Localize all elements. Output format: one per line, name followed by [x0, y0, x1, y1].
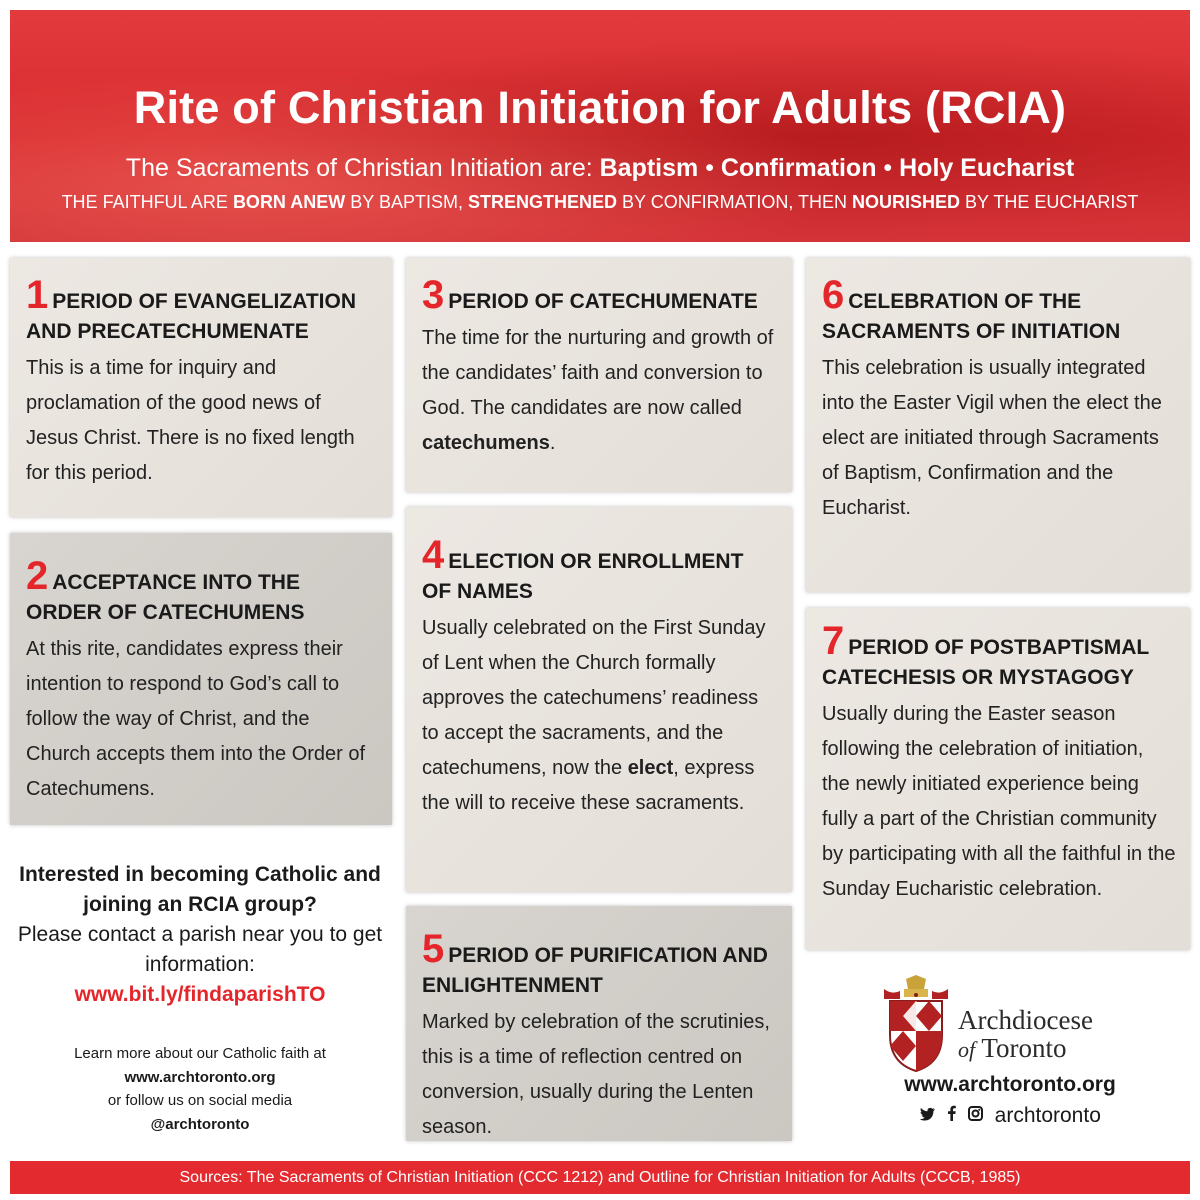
sources-footer	[10, 1161, 1190, 1194]
description-text: Usually celebrated on the First Sunday of Lent when the Church formally approves the catechumens’ readiness to accept the sacraments, and the catechumens, now the	[422, 617, 766, 779]
tagline-text: BY THE EUCHARIST	[960, 192, 1139, 212]
period-card-6	[806, 258, 1190, 592]
city-name: Toronto	[981, 1033, 1067, 1063]
bullet-separator: •	[698, 154, 721, 182]
contact-question: Interested in becoming Catholic and joining an RCIA group?	[19, 863, 381, 916]
coat-of-arms-icon	[880, 975, 952, 1075]
archdiocese-city	[958, 1033, 1067, 1064]
sources-text: Sources: The Sacraments of Christian Initiation (CCC 1212) and Outline for Christian Initiation for Adults (CCCB, 1985)	[179, 1169, 1021, 1186]
period-title-text: PERIOD OF EVANGELIZATION AND PRECATECHUMENATE	[26, 290, 356, 343]
period-title-text: ELECTION OR ENROLLMENT OF NAMES	[422, 550, 744, 603]
period-number: 2	[26, 554, 49, 598]
period-title	[822, 619, 1176, 693]
period-title-text: CELEBRATION OF THE SACRAMENTS OF INITIATION	[822, 290, 1121, 343]
period-card-4	[406, 507, 792, 892]
period-description: Usually during the Easter season following the celebration of initiation, the newly initiated experience being fully a part of the Christian community by participating with all the faithful in the Sunday Eucharistic celebration.	[822, 703, 1176, 900]
tagline-bold: STRENGTHENED	[467, 192, 617, 212]
learn-more-block	[12, 1042, 388, 1136]
subtitle-prefix: The Sacraments of Christian Initiation are:	[125, 154, 600, 182]
header-banner	[10, 10, 1190, 242]
bullet-separator: •	[876, 154, 900, 182]
tagline-bold: NOURISHED	[852, 192, 961, 212]
period-card-1	[10, 258, 392, 517]
twitter-icon[interactable]	[919, 1106, 935, 1126]
tagline-text: THE FAITHFUL ARE	[61, 192, 233, 212]
social-handle[interactable]: @archtoronto	[150, 1115, 250, 1133]
period-title-text: PERIOD OF PURIFICATION AND ENLIGHTENMENT	[422, 944, 768, 997]
period-title-text: PERIOD OF POSTBAPTISMAL CATECHESIS OR MYSTAGOGY	[822, 636, 1149, 689]
social-handle-text[interactable]: archtoronto	[994, 1104, 1101, 1127]
learn-more-text: Learn more about our Catholic faith at	[74, 1045, 326, 1062]
sacrament-eucharist: Holy Eucharist	[899, 154, 1075, 182]
period-number: 5	[422, 927, 445, 971]
period-title	[26, 273, 378, 347]
facebook-icon[interactable]	[947, 1105, 956, 1126]
tagline-bold: BORN ANEW	[232, 192, 346, 212]
faithful-tagline	[10, 192, 1190, 213]
period-description: This is a time for inquiry and proclamation of the good news of Jesus Christ. There is no fixed length for this period.	[26, 357, 355, 484]
period-title	[26, 554, 378, 628]
follow-text: or follow us on social media	[107, 1092, 293, 1109]
period-card-5	[406, 906, 792, 1141]
contact-callout	[12, 860, 388, 1010]
period-number: 4	[422, 533, 445, 577]
description-emphasis: elect	[627, 757, 674, 779]
tagline-text: BY CONFIRMATION, THEN	[617, 192, 853, 212]
find-parish-link[interactable]: www.bit.ly/findaparishTO	[74, 983, 326, 1006]
period-number: 1	[26, 273, 49, 317]
archdiocese-name: Archdiocese	[958, 1005, 1093, 1035]
period-card-3	[406, 258, 792, 492]
period-title	[822, 273, 1176, 347]
description-text: .	[549, 432, 556, 454]
instagram-icon[interactable]	[968, 1106, 983, 1126]
description-text: The time for the nurturing and growth of the candidates’ faith and conversion to God. The candidates are now called	[422, 327, 774, 419]
description-emphasis: catechumens	[422, 432, 550, 454]
city-prefix: of	[958, 1037, 976, 1062]
period-card-2	[10, 533, 392, 825]
period-title-text: ACCEPTANCE INTO THE ORDER OF CATECHUMENS	[26, 571, 305, 624]
period-card-7	[806, 608, 1190, 950]
sacrament-confirmation: Confirmation	[720, 154, 877, 182]
period-description: This celebration is usually integrated into the Easter Vigil when the elect the elect are initiated through Sacraments of Baptism, Confirmation and the Eucharist.	[822, 357, 1162, 519]
tagline-text: BY BAPTISM,	[345, 192, 468, 212]
period-number: 6	[822, 273, 845, 317]
period-title-text: PERIOD OF CATECHUMENATE	[448, 290, 758, 313]
period-description: Marked by celebration of the scrutinies, this is a time of reflection centred on conversion, usually during the Lenten season.	[422, 1011, 770, 1138]
description-text: , express the will to receive these sacraments.	[422, 757, 755, 814]
website-link[interactable]: www.archtoronto.org	[904, 1073, 1116, 1096]
period-description	[422, 321, 778, 461]
page-title: Rite of Christian Initiation for Adults (RCIA)	[133, 82, 1067, 133]
sacraments-subtitle	[10, 154, 1190, 183]
period-title	[422, 927, 778, 1001]
learn-more-site-link[interactable]: www.archtoronto.org	[124, 1068, 276, 1086]
period-number: 3	[422, 273, 445, 317]
sacrament-baptism: Baptism	[599, 154, 699, 182]
archdiocese-logo	[880, 975, 1120, 1075]
period-description: At this rite, candidates express their intention to respond to God’s call to follow the way of Christ, and the Church accepts them into the Order of Catechumens.	[26, 638, 366, 800]
period-number: 7	[822, 619, 845, 663]
social-links	[860, 1104, 1160, 1128]
contact-prompt: Please contact a parish near you to get information:	[17, 923, 383, 976]
period-title	[422, 533, 778, 607]
period-description	[422, 611, 778, 821]
period-title	[422, 273, 778, 317]
